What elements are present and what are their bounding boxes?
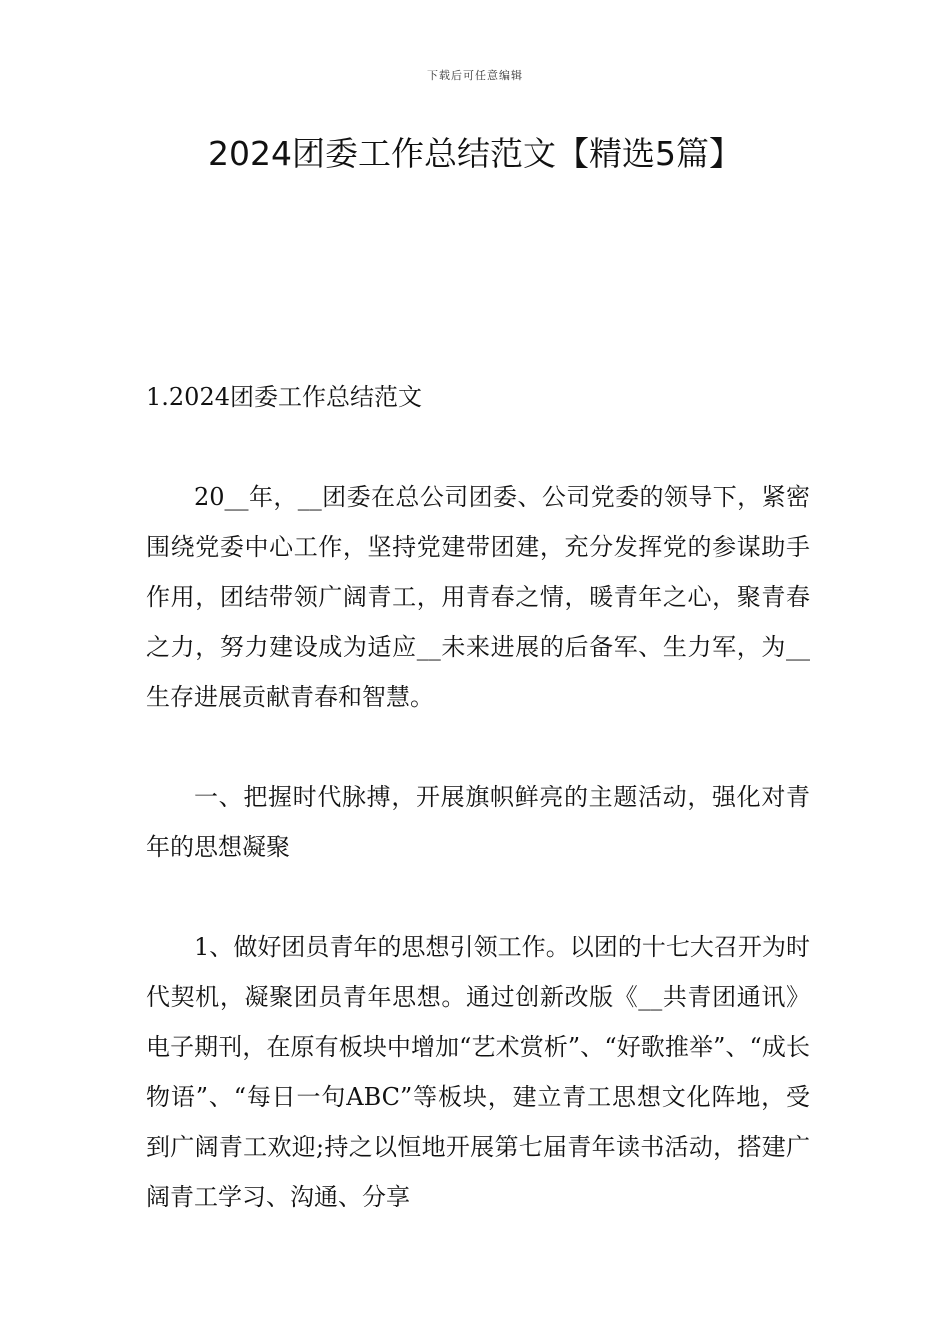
paragraph-intro: 20__年，__团委在总公司团委、公司党委的领导下，紧密围绕党委中心工作，坚持党建带团建，充分发挥党的参谋助手作用，团结带领广阔青工，用青春之情，暖青年之心，聚青春之力，努力建设成为适应__未来进展的后备军、生力军，为__生存进展贡献青春和智慧。 (146, 483, 810, 711)
paragraph-part-one-heading: 一、把握时代脉搏，开展旗帜鲜亮的主题活动，强化对青年的思想凝聚 (146, 783, 810, 861)
paragraph-item-one: 1、做好团员青年的思想引领工作。以团的十七大召开为时代契机，凝聚团员青年思想。通过创新改版《__共青团通讯》电子期刊，在原有板块中增加“艺术赏析”、“好歌推举”、“成长物语”、“每日一句ABC”等板块，建立青工思想文化阵地，受到广阔青工欢迎;持之以恒地开展第七届青年读书活动，搭建广阔青工学习、沟通、分享 (146, 933, 810, 1211)
header-note: 下载后可任意编辑 (427, 69, 523, 82)
section-heading: 1.2024团委工作总结范文 (146, 383, 422, 411)
document-body (146, 372, 810, 1272)
document-title: 2024团委工作总结范文【精选5篇】 (208, 134, 742, 173)
